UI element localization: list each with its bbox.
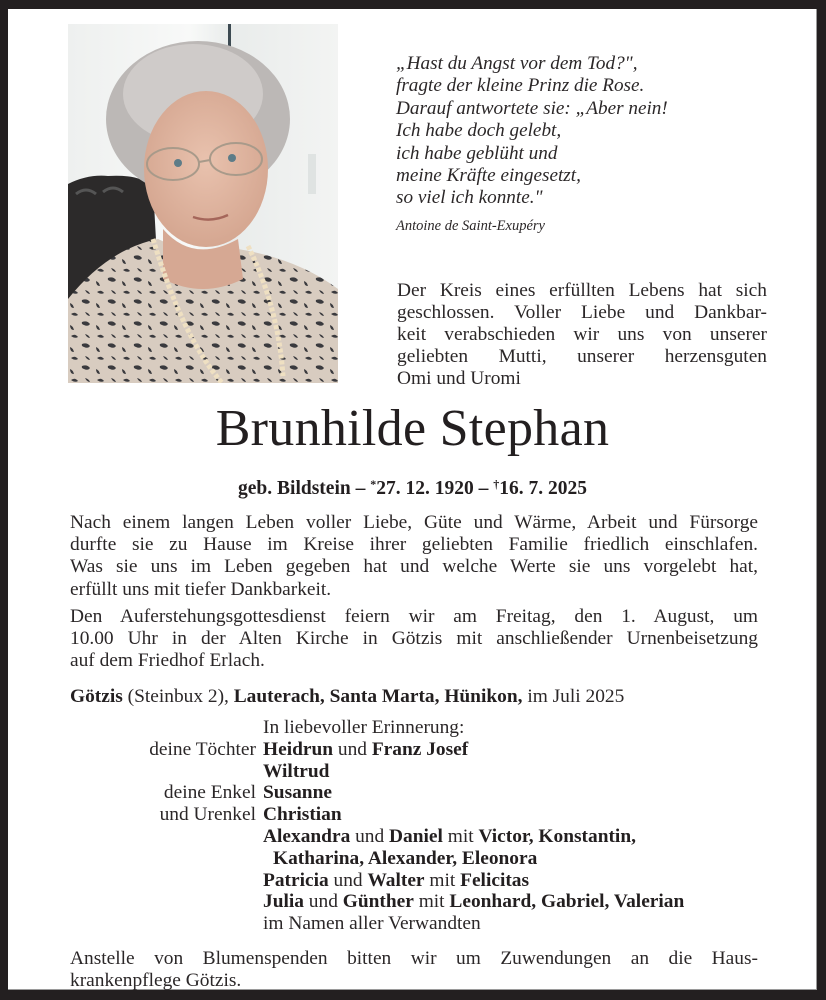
- family-names: [263, 913, 481, 935]
- person-name: Victor, Konstantin,: [478, 825, 636, 847]
- connector-text: und: [328, 869, 368, 891]
- quote-line: fragte der kleine Prinz die Rose.: [396, 75, 645, 97]
- relation-label: [70, 913, 263, 935]
- person-name: Walter: [367, 869, 425, 891]
- family-row: [70, 761, 790, 783]
- relation-label: [70, 848, 263, 870]
- person-name: Franz Josef: [371, 738, 469, 760]
- paragraph-service: [70, 606, 758, 673]
- family-list: [70, 717, 790, 935]
- portrait-photo: [68, 24, 338, 383]
- family-row: [70, 913, 790, 935]
- family-row: [70, 870, 790, 892]
- family-names: [263, 891, 684, 913]
- closing-note: [70, 948, 758, 992]
- connector-text: mit: [413, 891, 450, 913]
- quote-line: ich habe geblüht und: [396, 142, 558, 164]
- paragraph-line: durfte sie zu Hause im Kreise ihrer geliebten Familie friedlich einschlafen.: [70, 534, 758, 556]
- paragraph-line: Nach einem langen Leben voller Liebe, Güte und Wärme, Arbeit und Fürsorge: [70, 512, 758, 533]
- family-names: [263, 761, 329, 783]
- obituary-page: [8, 9, 817, 990]
- maiden-name: geb. Bildstein: [238, 478, 351, 499]
- paragraph-line: auf dem Friedhof Erlach.: [70, 650, 265, 672]
- connector-text: und: [350, 825, 390, 847]
- person-name: Katharina, Alexander, Eleonora: [273, 847, 538, 869]
- intro-line: geliebten Mutti, unserer herzensguten: [397, 346, 767, 368]
- location-date: im Juli 2025: [522, 686, 625, 707]
- family-rows: [70, 739, 790, 935]
- separator: –: [478, 478, 489, 499]
- intro-line: Der Kreis eines erfüllten Lebens hat sich: [397, 280, 767, 301]
- quote-line: Ich habe doch gelebt,: [396, 120, 562, 142]
- paragraph-line: Den Auferstehungsgottesdienst feiern wir am Freitag, den 1. August, um: [70, 606, 758, 627]
- quote-line: so viel ich konnte.": [396, 187, 543, 209]
- paragraph-line: 10.00 Uhr in der Alten Kirche in Götzis mit anschließender Urnenbeisetzung: [70, 628, 758, 650]
- intro-text: [397, 280, 767, 390]
- connector-text: und: [333, 738, 372, 760]
- person-name: Leonhard, Gabriel, Valerian: [449, 891, 685, 913]
- connector-text: und: [303, 891, 343, 913]
- closing-line: Anstelle von Blumenspenden bitten wir um Zuwendungen an die Haus-: [70, 948, 758, 969]
- connector-text: mit: [424, 869, 461, 891]
- family-names: [263, 804, 342, 826]
- person-name: Felicitas: [460, 869, 530, 891]
- quote-author: Antoine de Saint-Exupéry: [396, 217, 545, 234]
- quote-line: „Hast du Angst vor dem Tod?",: [396, 53, 638, 74]
- intro-line: Omi und Uromi: [397, 368, 521, 390]
- intro-line: keit verabschieden wir uns von unserer: [397, 324, 767, 346]
- quote-line: Darauf antwortete sie: „Aber nein!: [396, 97, 668, 119]
- birth-date: 27. 12. 1920: [376, 478, 474, 499]
- person-name: Christian: [263, 804, 342, 826]
- family-names: [263, 870, 529, 892]
- location-others: Lauterach, Santa Marta, Hünikon,: [233, 686, 523, 707]
- family-row: [70, 782, 790, 804]
- family-names: [263, 826, 636, 848]
- closing-line: krankenpflege Götzis.: [70, 970, 242, 992]
- relation-label: [70, 826, 263, 848]
- relation-label: [70, 891, 263, 913]
- person-name: Susanne: [263, 782, 332, 804]
- family-row: [70, 804, 790, 826]
- person-name: Günther: [342, 891, 414, 913]
- relation-label: deine Enkel: [163, 782, 256, 804]
- connector-text: im Namen aller Verwandten: [263, 913, 481, 935]
- quote-line: meine Kräfte eingesetzt,: [396, 165, 581, 187]
- family-row: [70, 739, 790, 761]
- person-name: Patricia: [263, 869, 329, 891]
- relation-label: [70, 870, 263, 892]
- poem-quote: [396, 53, 668, 236]
- family-row: [70, 826, 790, 848]
- person-name: Julia: [263, 891, 304, 913]
- family-row: [70, 848, 790, 870]
- paragraph-line: Was sie uns im Leben gegeben hat und welche Werte sie uns vorgelebt hat,: [70, 556, 758, 578]
- location-primary: Götzis: [70, 686, 123, 707]
- paragraph-life: [70, 512, 758, 601]
- separator: –: [355, 478, 366, 499]
- family-intro: In liebevoller Erinnerung:: [263, 717, 465, 738]
- deceased-name: Brunhilde Stephan: [215, 400, 610, 457]
- life-dates: [8, 471, 817, 502]
- person-name: Alexandra: [263, 825, 351, 847]
- portrait-image-icon: [68, 24, 338, 383]
- relation-label: [70, 761, 263, 783]
- relation-label: deine Töchter: [149, 738, 256, 760]
- death-date: 16. 7. 2025: [499, 478, 587, 499]
- paragraph-line: erfüllt uns mit tiefer Dankbarkeit.: [70, 578, 332, 600]
- location-address: (Steinbux 2),: [122, 686, 234, 707]
- family-row: [70, 891, 790, 913]
- family-names: [263, 782, 332, 804]
- family-intro-row: [70, 717, 790, 739]
- location-date-line: [70, 685, 624, 709]
- family-names: [263, 739, 468, 761]
- intro-line: geschlossen. Voller Liebe und Dankbar-: [397, 302, 767, 324]
- person-name: Daniel: [389, 825, 443, 847]
- person-name: Wiltrud: [263, 760, 330, 782]
- birth-star-icon: *: [370, 477, 377, 491]
- relation-label: und Urenkel: [159, 804, 256, 826]
- person-name: Heidrun: [263, 738, 334, 760]
- connector-text: mit: [442, 825, 479, 847]
- family-names: [263, 848, 537, 870]
- death-cross-icon: †: [493, 477, 500, 491]
